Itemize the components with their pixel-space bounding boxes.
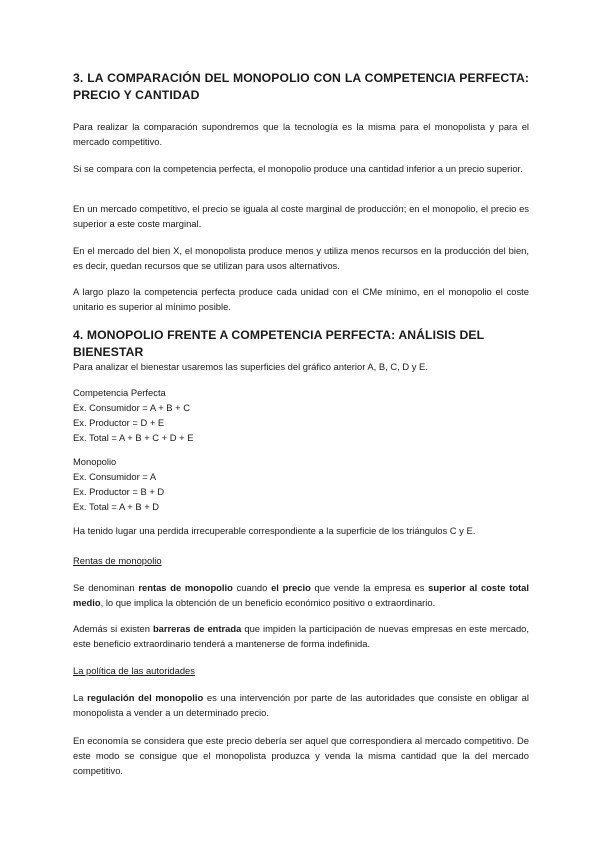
cp-title: Competencia Perfecta [73,387,166,398]
rentas-paragraph-1: Se denominan rentas de monopolio cuando el precio que vende la empresa es superior al coste total medio, lo que implica la obtención de un beneficio económico positivo o extraordinario. [73,582,529,608]
section-3-heading: 3. LA COMPARACIÓN DEL MONOPOLIO CON LA COMPETENCIA PERFECTA: PRECIO Y CANTIDAD [73,71,529,102]
s4-intro: Para analizar el bienestar usaremos las superficies del gráfico anterior A, B, C, D y E. [73,361,428,372]
politica-subheading [73,663,529,678]
term-barreras-de-entrada: barreras de entrada [152,623,242,634]
monopoly-block [73,454,529,514]
rentas-subheading [73,553,529,568]
term-rentas-de-monopolio: rentas de monopolio [138,582,233,593]
s3-paragraph-3: En un mercado competitivo, el precio se iguala al coste marginal de producción; en el monopolio, el precio es superior a este coste marginal. [73,203,529,229]
s3-paragraph-1: Para realizar la comparación supondremos que la tecnología es la misma para el monopolista y para el mercado competitivo. [73,121,529,147]
deadweight-loss-text: Ha tenido lugar una perdida irrecuperable correspondiente a la superficie de los triángulos C y E. [73,525,476,536]
mono-consumer-surplus: Ex. Consumidor = A [73,471,157,482]
rentas-paragraph-2: Además si existen barreras de entrada que impiden la participación de nuevas empresas en este mercado, este beneficio extraordinario tenderá a mantenerse de forma indefinida. [73,623,530,649]
cp-consumer-surplus: Ex. Consumidor = A + B + C [73,402,190,413]
politica-paragraph-2: En economía se considera que este precio debería ser aquel que correspondiera al mercado competitivo. De este modo se consigue que el monopolista produzca y venda la misma cantidad que la del mercado competitivo. [73,735,529,776]
term-el-precio: el precio [271,582,311,593]
cp-producer-surplus: Ex. Productor = D + E [73,417,165,428]
mono-producer-surplus: Ex. Productor = B + D [73,486,165,497]
s3-paragraph-5: A largo plazo la competencia perfecta produce cada unidad con el CMe mínimo, en el monopolio el coste unitario es superior al mínimo posible. [73,286,529,312]
s3-paragraph-4: En el mercado del bien X, el monopolista produce menos y utiliza menos recursos en la producción del bien, es decir, quedan recursos que se utilizan para usos alternativos. [73,245,529,271]
mono-title: Monopolio [73,456,117,467]
rentas-subheading-text: Rentas de monopolio [73,555,162,566]
cp-total-surplus: Ex. Total = A + B + C + D + E [73,432,194,443]
term-regulacion-del-monopolio: regulación del monopolio [87,692,204,703]
mono-total-surplus: Ex. Total = A + B + D [73,501,160,512]
term-superior-coste-total-medio: superior al coste total medio [73,582,529,608]
politica-paragraph-1: La regulación del monopolio es una intervención por parte de las autoridades que consiste en obligar al monopolista a vender a un determinado precio. [73,692,529,718]
perfect-competition-block [73,385,529,445]
s3-paragraph-2: Si se compara con la competencia perfecta, el monopolio produce una cantidad inferior a un precio superior. [73,163,523,174]
politica-subheading-text: La política de las autoridades [73,665,195,676]
section-4-heading: 4. MONOPOLIO FRENTE A COMPETENCIA PERFECTA: ANÁLISIS DEL BIENESTAR [73,328,484,359]
